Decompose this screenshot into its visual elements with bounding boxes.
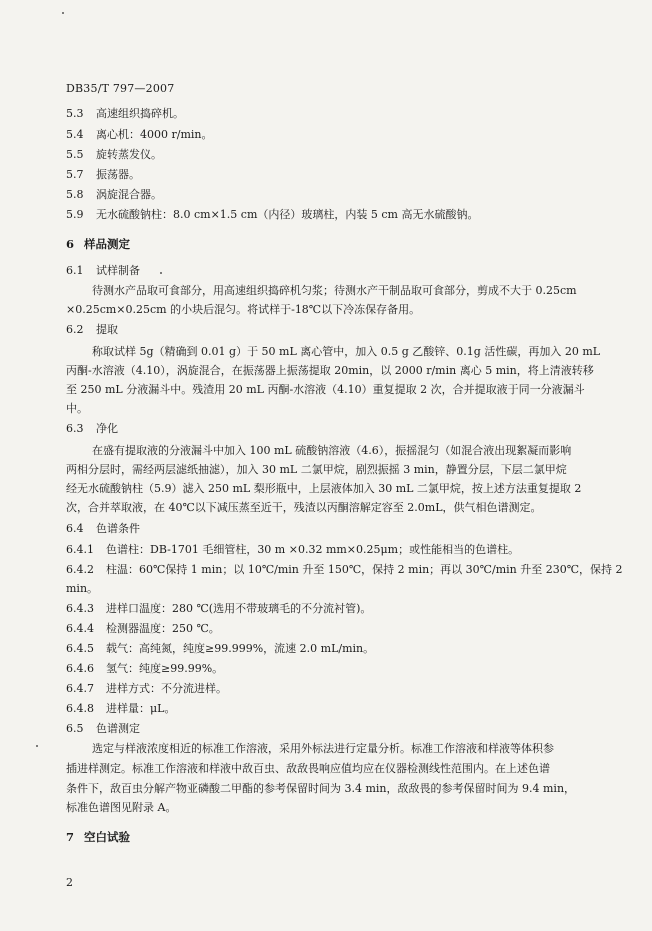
paragraph-line: 中。	[66, 402, 88, 415]
list-item: 6.4.2 柱温：60℃保持 1 min；以 10℃/min 升至 150℃，保持 2 min；再以 30℃/min 升至 230℃，保持 2	[66, 563, 623, 576]
list-item: 5.4 离心机：4000 r/min。	[66, 128, 213, 141]
subsection-heading: 6.1 试样制备	[66, 264, 140, 277]
paragraph-line: 称取试样 5g（精确到 0.01 g）于 50 mL 离心管中，加入 0.5 g 乙酸锌、0.1g 活性碳，再加入 20 mL	[92, 345, 601, 358]
page-number: 2	[66, 876, 73, 889]
paragraph-line: 条件下，敌百虫分解产物亚磷酸二甲酯的参考保留时间为 3.4 min，敌敌畏的参考保留时间为 9.4 min，	[66, 782, 576, 795]
list-item: 5.9 无水硫酸钠柱：8.0 cm×1.5 cm（内径）玻璃柱，内装 5 cm 高无水硫酸钠。	[66, 208, 479, 221]
list-item: 5.3 高速组织捣碎机。	[66, 107, 184, 120]
paragraph-line: 经无水硫酸钠柱（5.9）滤入 250 mL 梨形瓶中，上层液体加入 30 mL 二氯甲烷，按上述方法重复提取 2	[66, 482, 582, 495]
list-item: 6.4.4 检测器温度：250 ℃。	[66, 622, 220, 635]
list-item: 5.8 涡旋混合器。	[66, 188, 162, 201]
paragraph-line: ×0.25cm×0.25cm 的小块后混匀。将试样于-18℃以下冷冻保存备用。	[66, 303, 421, 316]
paragraph-line: 标准色谱图见附录 A。	[66, 801, 177, 814]
document-header: DB35/T 797—2007	[66, 82, 175, 95]
subsection-heading: 6.5 色谱测定	[66, 722, 140, 735]
scan-speck	[160, 272, 162, 274]
subsection-heading: 6.4 色谱条件	[66, 522, 140, 535]
list-item: 6.4.7 进样方式：不分流进样。	[66, 682, 227, 695]
section-heading: 7 空白试验	[66, 830, 130, 844]
list-item: 5.5 旋转蒸发仪。	[66, 148, 162, 161]
scan-speck	[36, 745, 38, 747]
paragraph-line: 选定与样液浓度相近的标准工作溶液，采用外标法进行定量分析。标准工作溶液和样液等体积参	[92, 742, 554, 755]
paragraph-line: 两相分层时，需经两层滤纸抽滤），加入 30 mL 二氯甲烷，剧烈振摇 3 min，静置分层，下层二氯甲烷	[66, 463, 567, 476]
list-item: 6.4.1 色谱柱：DB-1701 毛细管柱，30 m ×0.32 mm×0.25μm；或性能相当的色谱柱。	[66, 543, 520, 556]
paragraph-line: 在盛有提取液的分液漏斗中加入 100 mL 硫酸钠溶液（4.6），振摇混匀（如混合液出现絮凝而影响	[92, 444, 572, 457]
subsection-heading: 6.3 净化	[66, 422, 118, 435]
list-item: 6.4.3 进样口温度：280 ℃(选用不带玻璃毛的不分流衬管)。	[66, 602, 372, 615]
paragraph-line: 待测水产品取可食部分，用高速组织捣碎机匀浆；待测水产干制品取可食部分，剪成不大于 0.25cm	[92, 284, 577, 297]
scan-speck	[62, 12, 64, 14]
subsection-heading: 6.2 提取	[66, 323, 118, 336]
paragraph-line: 插进样测定。标准工作溶液和样液中敌百虫、敌敌畏响应值均应在仪器检测线性范围内。在上述色谱	[66, 762, 550, 775]
list-item: 6.4.6 氢气：纯度≥99.99%。	[66, 662, 224, 675]
list-item: 6.4.5 载气：高纯氮，纯度≥99.999%，流速 2.0 mL/min。	[66, 642, 375, 655]
paragraph-line: 至 250 mL 分液漏斗中。残渣用 20 mL 丙酮-水溶液（4.10）重复提取 2 次，合并提取液于同一分液漏斗	[66, 383, 585, 396]
list-item-continuation: min。	[66, 582, 99, 595]
paragraph-line: 次，合并萃取液，在 40℃以下减压蒸至近干，残渣以丙酮溶解定容至 2.0mL，供气相色谱测定。	[66, 501, 542, 514]
list-item: 6.4.8 进样量：μL。	[66, 702, 176, 715]
paragraph-line: 丙酮-水溶液（4.10），涡旋混合，在振荡器上振荡提取 20min，以 2000 r/min 离心 5 min，将上清液转移	[66, 364, 594, 377]
section-heading: 6 样品测定	[66, 237, 130, 251]
list-item: 5.7 振荡器。	[66, 168, 140, 181]
